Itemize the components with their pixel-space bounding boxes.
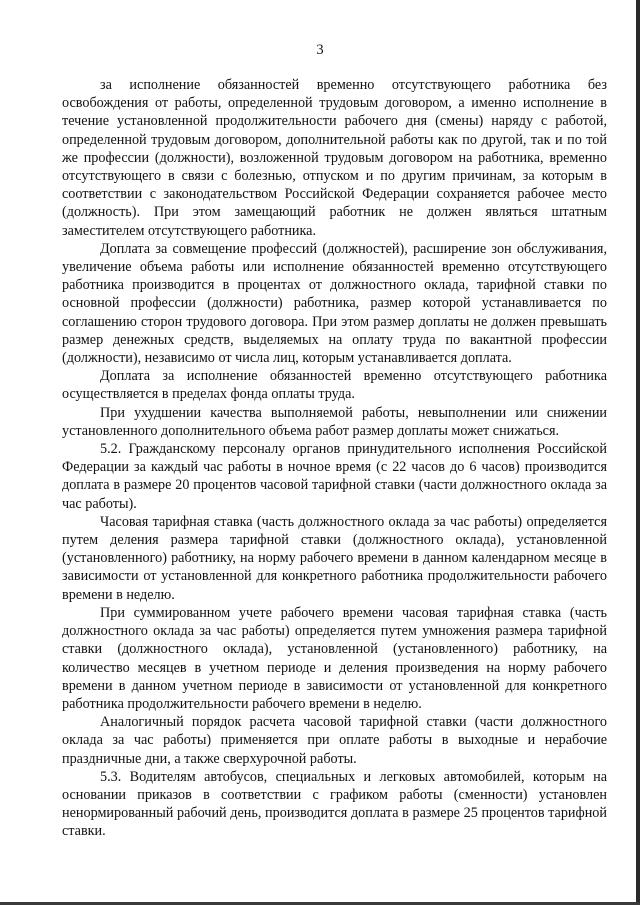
paragraph-continuation: за исполнение обязанностей временно отсутствующего работника без освобождения от работы, определенной трудовым договором, а именно исполнение в течение установленной продолжительности рабочего дня (смены) наряду с работой, определенной трудовым договором, дополнительной работы как по другой, так и по той же профессии (должности), возложенной трудовым договором на работника, временно отсутствующего в связи с болезнью, отпуском и по другим причинам, за которым в соответствии с законодательством Российской Федерации сохраняется рабочее место (должность). При этом замещающий работник не должен являться штатным заместителем отсутствующего работника.: [62, 77, 607, 239]
scan-edge-right: [636, 0, 640, 905]
page-number: 3: [316, 42, 324, 58]
paragraph-quality-reduction: При ухудшении качества выполняемой работы, невыполнении или снижении установленного дополнительного объема работ размер доплаты может снижаться.: [62, 404, 607, 439]
paragraph-payment-fund: Доплата за исполнение обязанностей временно отсутствующего работника осуществляется в пределах фонда оплаты труда.: [62, 368, 607, 403]
paragraph-5-3-drivers: 5.3. Водителям автобусов, специальных и легковых автомобилей, которым на основании приказов в соответствии с графиком работы (сменности) установлен ненормированный рабочий день, производится доплата в размере 25 процентов тарифной ставки.: [62, 768, 607, 840]
paragraph-5-2-night-work: 5.2. Гражданскому персоналу органов принудительного исполнения Российской Федерации за каждый час работы в ночное время (с 22 часов до 6 часов) производится доплата в размере 20 процентов часовой тарифной ставки (части должностного оклада за час работы).: [62, 441, 607, 512]
paragraph-hourly-rate: Часовая тарифная ставка (часть должностного оклада за час работы) определяется путем деления размера тарифной ставки (должностного оклада), установленной (установленного) работнику, на норму рабочего времени в данном календарном месяце в зависимости от установленной для конкретного работника продолжительности рабочего времени в неделю.: [62, 513, 607, 603]
paragraph-holiday-overtime: Аналогичный порядок расчета часовой тарифной ставки (части должностного оклада за час работы) применяется при оплате работы в выходные и нерабочие праздничные дни, а также сверхурочной работы.: [62, 714, 607, 767]
paragraph-combination-payment: Доплата за совмещение профессий (должностей), расширение зон обслуживания, увеличение объема работы или исполнение обязанностей временно отсутствующего работника производится в процентах от должностного оклада, тарифной ставки по основной профессии (должности) работника, размер которой устанавливается по соглашению сторон трудового договора. При этом размер доплаты не должен превышать размер денежных средств, выделяемых на оплату труда по вакантной профессии (должности), независимо от числа лиц, которым устанавливается доплата.: [62, 240, 607, 367]
paragraph-summarized-accounting: При суммированном учете рабочего времени часовая тарифная ставка (часть должностного оклада за час работы) определяется путем умножения размера тарифной ставки (должностного оклада), установленной (установленного) работнику, на количество месяцев в учетном периоде и деления произведения на норму рабочего времени в данном учетном периоде в зависимости от установленной для конкретного работника продолжительности рабочего времени в неделю.: [62, 604, 607, 712]
document-body: [62, 76, 607, 841]
